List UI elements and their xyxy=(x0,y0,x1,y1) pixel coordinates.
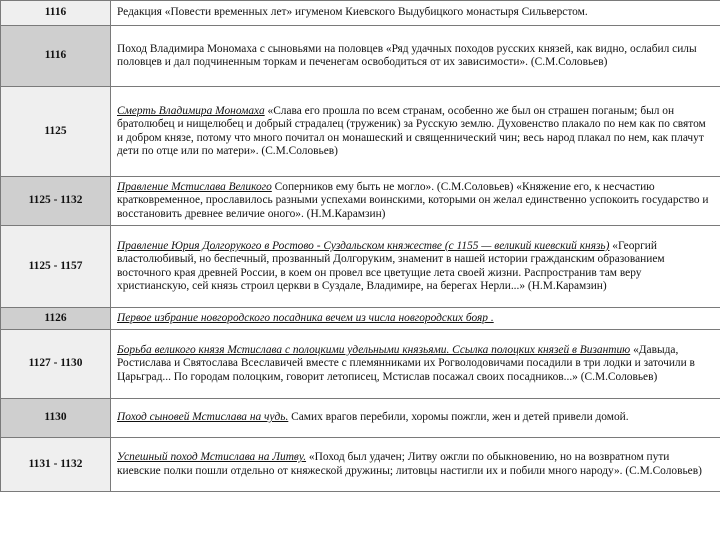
event-cell xyxy=(111,177,720,226)
year-cell: 1125 xyxy=(1,87,111,177)
table-row xyxy=(1,308,720,330)
event-link[interactable]: Смерть Владимира Мономаха xyxy=(117,104,265,117)
event-description: «Слава его прошла по всем странам, особенно же был он страшен поганым; был он братолюбец и нищелюбец и добрый страдалец (труженик) за Русскую землю. Духовенство плакало по нем как по святом и добром князе, потому что много почитал он монашеский и священнический чин; весь народ плакал по нем, как плачут дети по отце или по матери». (С.М.Соловьев) xyxy=(117,104,706,157)
event-cell xyxy=(111,399,720,438)
table-row xyxy=(1,226,720,308)
event-link[interactable]: Успешный поход Мстислава на Литву. xyxy=(117,451,307,464)
year-cell: 1130 xyxy=(1,399,111,438)
event-description: «Поход был удачен; Литву ожгли по обыкновению, но на возвратном пути киевские полки пошли отдельно от княжеской дружины; литовцы настигли их и побили много народу». (С.М.Соловьев) xyxy=(117,451,702,477)
event-description: Редакция «Повести временных лет» игуменом Киевского Выдубицкого монастыря Сильверстом. xyxy=(117,6,588,19)
year-cell: 1116 xyxy=(1,26,111,87)
table-row xyxy=(1,1,720,26)
event-description: Поход Владимира Мономаха с сыновьями на половцев «Ряд удачных походов русских князей, как видно, ослабил силы половцев и дал подчиненным торкам и печенегам освободиться от их зависимости». (С.М.Соловьев) xyxy=(117,42,697,68)
year-cell: 1131 - 1132 xyxy=(1,438,111,492)
year-cell: 1126 xyxy=(1,308,111,330)
event-link[interactable]: Первое избрание новгородского посадника вечем из числа новгородских бояр . xyxy=(117,311,494,324)
table-row xyxy=(1,87,720,177)
event-cell xyxy=(111,308,720,330)
year-cell: 1125 - 1132 xyxy=(1,177,111,226)
event-cell xyxy=(111,226,720,308)
event-cell xyxy=(111,1,720,26)
event-cell xyxy=(111,87,720,177)
event-link[interactable]: Поход сыновей Мстислава на чудь. xyxy=(117,411,289,424)
table-row xyxy=(1,438,720,492)
event-link[interactable]: Правление Юрия Долгорукого в Ростово - Суздальском княжестве (с 1155 — великий киевский князь) xyxy=(117,239,610,252)
event-link[interactable]: Борьба великого князя Мстислава с полоцкими удельными князьями. Ссылка полоцких князей в Византию xyxy=(117,344,631,357)
event-description: «Давыда, Ростислава и Святослава Всеславичей вместе с племянниками их Рогволодовичами посадили в три лодки и заточили в Царьград... По городам полоцким, говорит летописец, Мстислав посажал своих посадников...» (С.М.Соловьев) xyxy=(117,344,695,383)
event-description: Соперников ему быть не могло». (С.М.Соловьев) «Княжение его, к несчастию кратковременное, прославилось разными успехами воинскими, которыми он желал единственно успокоить государство и восстановить древнее величие оного». (Н.М.Карамзин) xyxy=(117,181,709,220)
table-row xyxy=(1,26,720,87)
event-link[interactable]: Правление Мстислава Великого xyxy=(117,181,272,194)
table-row xyxy=(1,330,720,399)
event-cell xyxy=(111,330,720,399)
event-cell xyxy=(111,438,720,492)
event-description: Самих врагов перебили, хоромы пожгли, жен и детей привели домой. xyxy=(288,411,629,424)
event-cell xyxy=(111,26,720,87)
table-row xyxy=(1,399,720,438)
year-cell: 1127 - 1130 xyxy=(1,330,111,399)
event-description: «Георгий властолюбивый, но беспечный, прозванный Долгоруким, знаменит в нашей истории гражданским образованием восточного края древней России, в коем он провел все цветущие лета своей жизни. Распространив там веру христианскую, сей князь строил церкви в Суздале, Владимире, на берегах Нерли...» (Н.М.Карамзин) xyxy=(117,239,665,292)
year-cell: 1125 - 1157 xyxy=(1,226,111,308)
table-row xyxy=(1,177,720,226)
year-cell: 1116 xyxy=(1,1,111,26)
